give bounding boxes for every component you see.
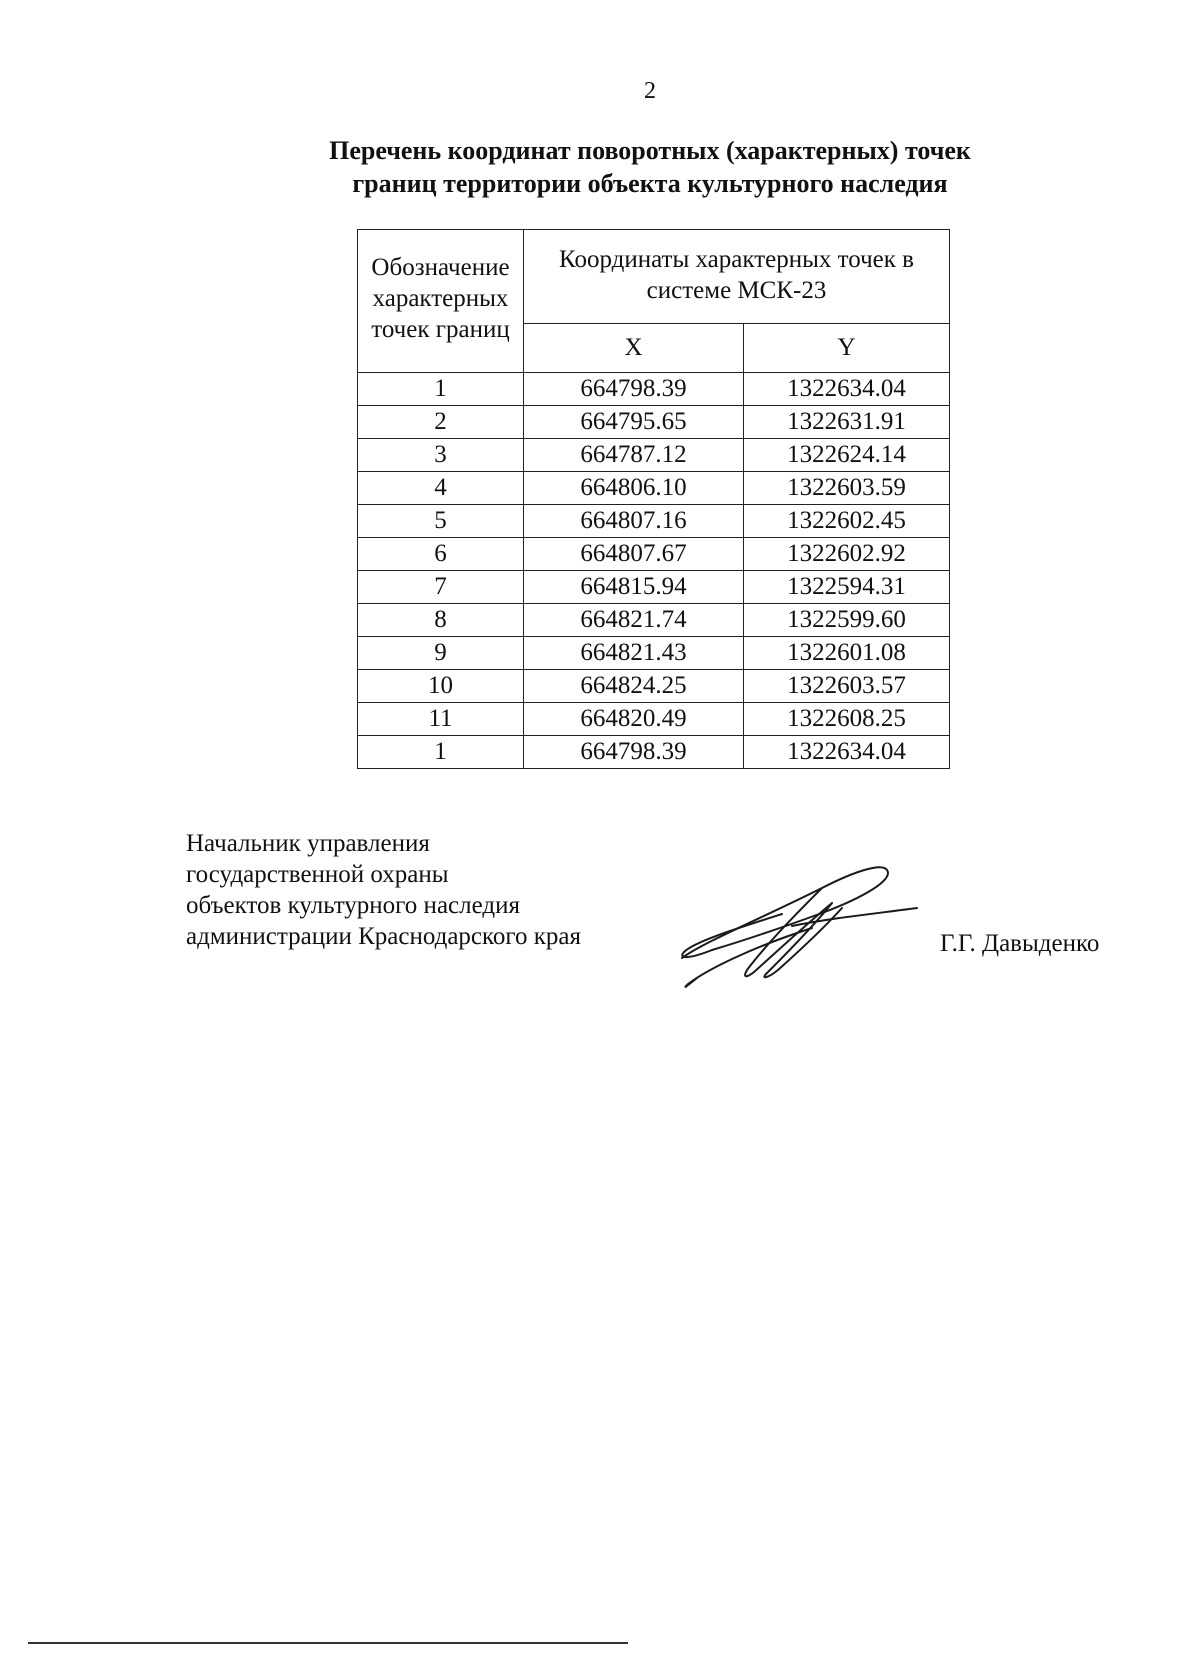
cell-point: 5 [358, 505, 524, 538]
cell-x: 664806.10 [524, 472, 744, 505]
cell-x: 664807.16 [524, 505, 744, 538]
signatory-position-line: объектов культурного наследия [186, 892, 520, 919]
cell-point: 8 [358, 604, 524, 637]
header-coordinates-line: системе МСК-23 [646, 277, 827, 304]
header-coordinates [524, 230, 950, 324]
table-row [358, 439, 950, 472]
cell-y: 1322631.91 [744, 406, 950, 439]
cell-point: 7 [358, 571, 524, 604]
cell-y: 1322634.04 [744, 373, 950, 406]
cell-point: 1 [358, 373, 524, 406]
table-row [358, 604, 950, 637]
handwritten-signature [672, 848, 922, 993]
cell-x: 664820.49 [524, 703, 744, 736]
page-number: 2 [644, 78, 656, 104]
cell-point: 6 [358, 538, 524, 571]
cell-point: 10 [358, 670, 524, 703]
header-point-designation [358, 230, 524, 373]
document-title [300, 134, 1000, 200]
cell-y: 1322634.04 [744, 736, 950, 769]
header-designation-line: характерных [372, 285, 509, 312]
cell-point: 2 [358, 406, 524, 439]
cell-y: 1322594.31 [744, 571, 950, 604]
header-designation-line: Обозначение [371, 254, 510, 281]
cell-point: 9 [358, 637, 524, 670]
cell-x: 664807.67 [524, 538, 744, 571]
cell-y: 1322602.45 [744, 505, 950, 538]
header-y: Y [744, 324, 950, 373]
cell-y: 1322624.14 [744, 439, 950, 472]
signatory-position-line: государственной охраны [186, 861, 449, 888]
cell-y: 1322608.25 [744, 703, 950, 736]
table-row [358, 670, 950, 703]
cell-point: 11 [358, 703, 524, 736]
signatory-position [186, 828, 666, 952]
signatory-position-line: Начальник управления [186, 830, 430, 857]
cell-x: 664821.74 [524, 604, 744, 637]
cell-x: 664798.39 [524, 736, 744, 769]
cell-point: 1 [358, 736, 524, 769]
coordinates-table [357, 229, 950, 769]
signer-name: Г.Г. Давыденко [940, 930, 1100, 957]
cell-x: 664795.65 [524, 406, 744, 439]
table-row [358, 736, 950, 769]
header-x: X [524, 324, 744, 373]
cell-x: 664798.39 [524, 373, 744, 406]
cell-y: 1322601.08 [744, 637, 950, 670]
cell-y: 1322599.60 [744, 604, 950, 637]
table-row [358, 406, 950, 439]
table-row [358, 505, 950, 538]
signatory-position-line: администрации Краснодарского края [186, 923, 582, 950]
table-row [358, 703, 950, 736]
header-designation-line: точек границ [371, 316, 510, 343]
table-row [358, 472, 950, 505]
cell-y: 1322603.57 [744, 670, 950, 703]
footer-divider [28, 1642, 628, 1644]
header-coordinates-line: Координаты характерных точек в [559, 246, 914, 273]
title-line-2: границ территории объекта культурного наследия [352, 169, 948, 198]
table-row [358, 571, 950, 604]
cell-point: 4 [358, 472, 524, 505]
title-line-1: Перечень координат поворотных (характерных) точек [329, 136, 971, 165]
cell-x: 664821.43 [524, 637, 744, 670]
table-row [358, 538, 950, 571]
cell-x: 664787.12 [524, 439, 744, 472]
table-row [358, 637, 950, 670]
cell-x: 664815.94 [524, 571, 744, 604]
cell-y: 1322602.92 [744, 538, 950, 571]
cell-point: 3 [358, 439, 524, 472]
table-row [358, 373, 950, 406]
cell-y: 1322603.59 [744, 472, 950, 505]
cell-x: 664824.25 [524, 670, 744, 703]
